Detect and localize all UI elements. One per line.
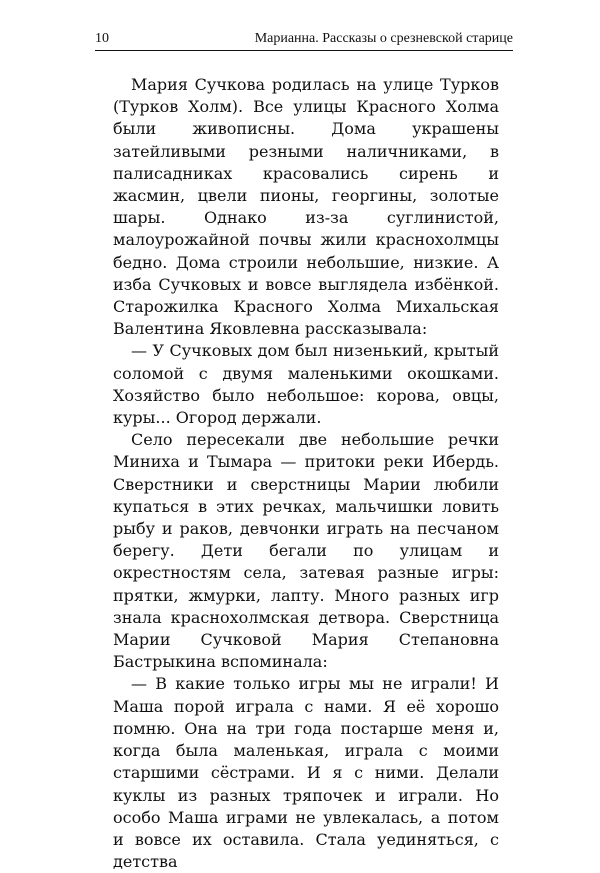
body-text	[113, 74, 499, 873]
paragraph-1: Мария Сучкова родилась на улице Турков (Турков Холм). Все улицы Красного Холма были живописны. Дома украшены затейливыми резными наличниками, в палисадниках красовались сирень и жасмин, цвели пионы, георгины, золотые шары. Однако из-за суглинистой, малоурожайной почвы жили краснохолмцы бедно. Дома строили небольшие, низкие. А изба Сучковых и вовсе выглядела избёнкой. Старожилка Красного Холма Михальская Валентина Яковлевна рассказывала:	[113, 75, 499, 339]
page-header	[95, 30, 513, 51]
running-head: Марианна. Рассказы о срезневской старице	[254, 31, 513, 46]
paragraph-4: — В какие только игры мы не играли! И Маша порой играла с нами. Я её хорошо помню. Она на три года постарше меня и, когда была маленькая, играла с моими старшими сёстрами. И я с ними. Делали куклы из разных тряпочек и играли. Но особо Маша играми не увлекалась, а потом и вовсе их оставила. Стала уединяться, с детства	[113, 674, 499, 872]
paragraph-2: — У Сучковых дом был низенький, крытый соломой с двумя маленькими окошками. Хозяйство было небольшое: корова, овцы, куры... Огород держали.	[113, 341, 499, 428]
paragraph-3: Село пересекали две небольшие речки Миниха и Тымара — притоки реки Ибердь. Сверстники и сверстницы Марии любили купаться в этих речках, мальчишки ловить рыбу и раков, девчонки играть на песчаном берегу. Дети бегали по улицам и окрестностям села, затевая разные игры: прятки, жмурки, лапту. Много разных игр знала краснохолмская детвора. Сверстница Марии Сучковой Мария Степановна Бастрыкина вспоминала:	[113, 430, 499, 672]
page-number: 10	[95, 31, 109, 46]
